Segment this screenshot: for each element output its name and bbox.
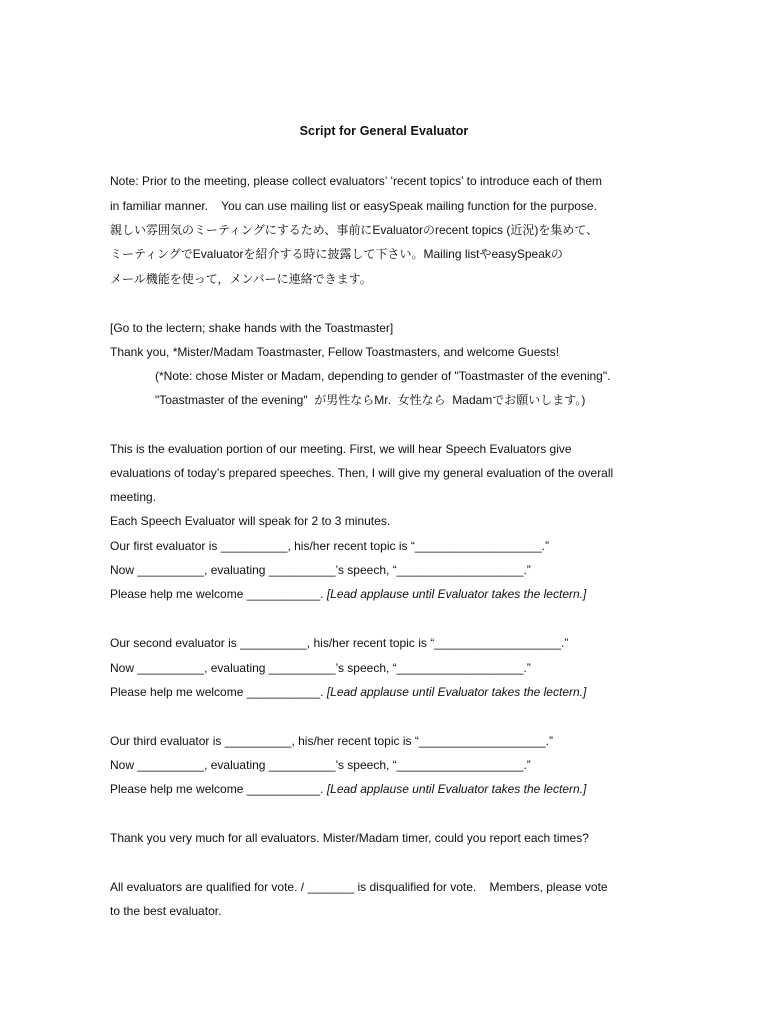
evaluator-1-now: Now __________, evaluating __________’s speech, “___________________.” [110,563,531,577]
evaluator-2-welcome: Please help me welcome ___________. [110,685,327,699]
evaluator-3-now: Now __________, evaluating __________’s speech, “___________________.” [110,758,531,772]
evaluator-2-now: Now __________, evaluating __________’s speech, “___________________.” [110,661,531,675]
evaluator-3-welcome-line [110,781,586,797]
greeting-line: Thank you, *Mister/Madam Toastmaster, Fellow Toastmasters, and welcome Guests! [110,345,560,359]
document-title: Script for General Evaluator [299,124,469,138]
evaluator-2-stage-direction: [Lead applause until Evaluator takes the lectern.] [326,685,587,699]
evaluator-1-stage-direction: [Lead applause until Evaluator takes the lectern.] [326,587,587,601]
greeting-footnote-2: "Toastmaster of the evening" が男性ならMr. 女性なら Madamでお願いします。) [155,393,586,407]
stage-direction-lectern: [Go to the lectern; shake hands with the Toastmaster] [110,321,394,335]
closing-vote-line-2: to the best evaluator. [110,904,222,918]
evaluator-3-welcome: Please help me welcome ___________. [110,782,327,796]
greeting-footnote-1: (*Note: chose Mister or Madam, depending to gender of "Toastmaster of the evening". [155,369,611,383]
intro-line-2: evaluations of today’s prepared speeches. Then, I will give my general evaluation of the overall [110,466,614,480]
evaluator-3-intro: Our third evaluator is __________, his/her recent topic is “___________________.” [110,734,553,748]
evaluator-1-welcome: Please help me welcome ___________. [110,587,327,601]
closing-vote-line-1: All evaluators are qualified for vote. / _______ is disqualified for vote. Members, please vote [110,880,608,894]
note-line-1: Note: Prior to the meeting, please collect evaluators’ ‘recent topics’ to introduce each of them [110,174,603,188]
closing-thanks: Thank you very much for all evaluators. Mister/Madam timer, could you report each times? [110,831,589,845]
evaluator-1-intro: Our first evaluator is __________, his/her recent topic is “___________________.” [110,539,549,553]
note-jp-line-2: ミーティングでEvaluatorを紹介する時に披露して下さい。Mailing listやeasySpeakの [110,247,563,261]
note-line-2: in familiar manner. You can use mailing list or easySpeak mailing function for the purpose. [110,199,597,213]
note-jp-line-1: 親しい雰囲気のミーティングにするため、事前にEvaluatorのrecent topics (近況)を集めて、 [110,223,599,237]
intro-line-3: meeting. [110,490,157,504]
intro-line-4: Each Speech Evaluator will speak for 2 to 3 minutes. [110,514,391,528]
evaluator-1-welcome-line [110,586,586,602]
evaluator-3-stage-direction: [Lead applause until Evaluator takes the lectern.] [326,782,587,796]
evaluator-2-welcome-line [110,684,586,700]
intro-line-1: This is the evaluation portion of our meeting. First, we will hear Speech Evaluators give [110,442,572,456]
note-jp-line-3: メール機能を使って，メンバーに連絡できます。 [110,272,372,286]
evaluator-2-intro: Our second evaluator is __________, his/her recent topic is “___________________.” [110,636,569,650]
